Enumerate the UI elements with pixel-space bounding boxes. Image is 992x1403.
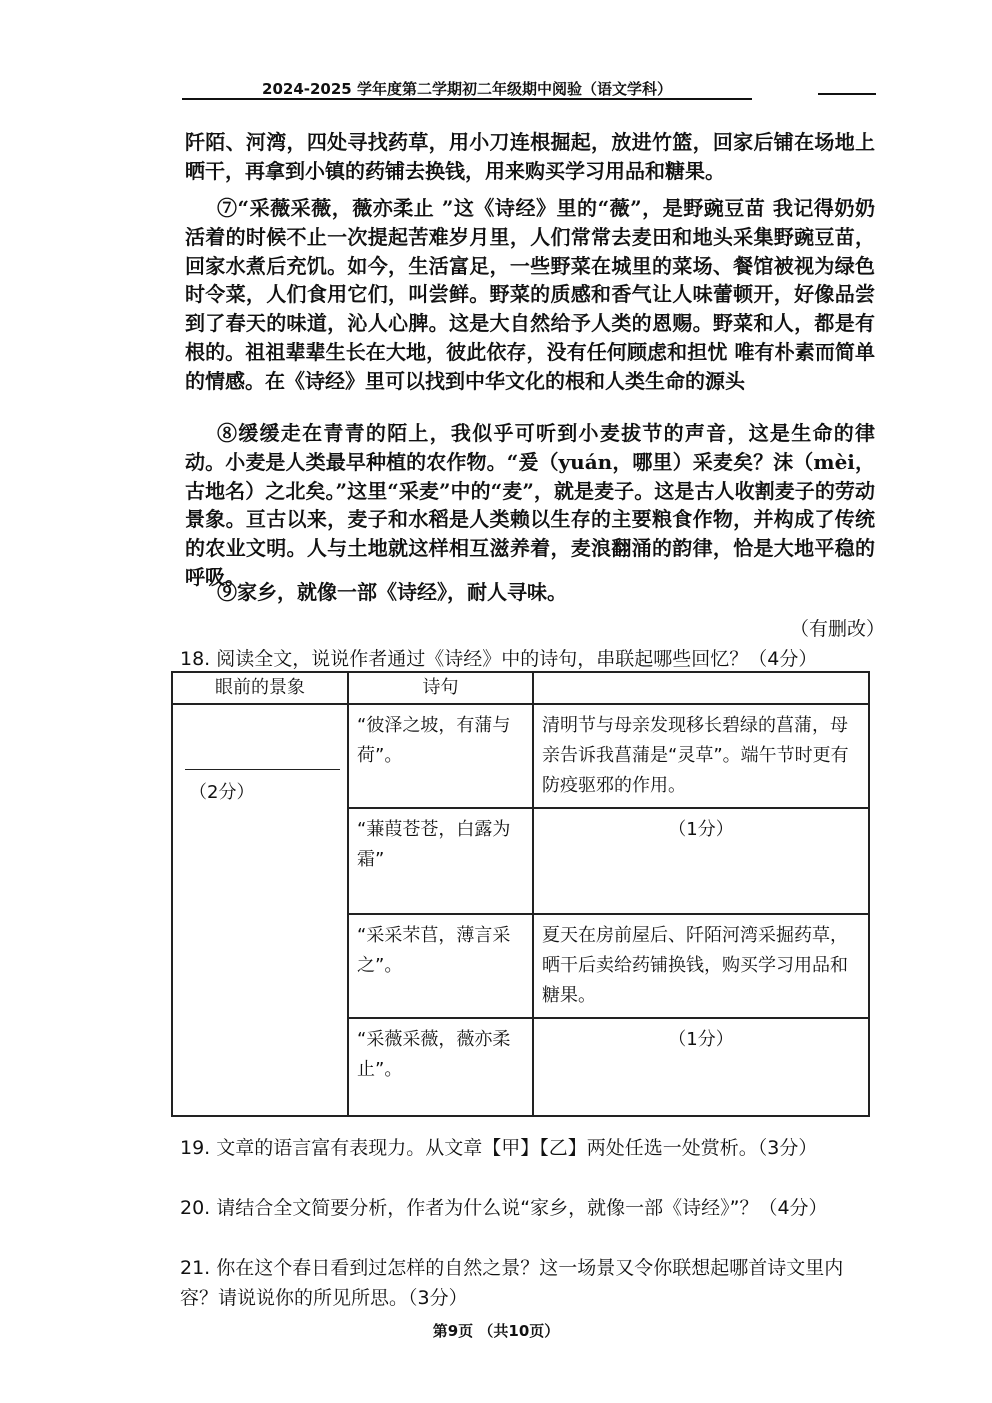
memory-cell: （1分） [533, 1018, 869, 1116]
header-dash [818, 93, 876, 95]
question-20: 20. 请结合全文简要分析，作者为什么说“家乡，就像一部《诗经》”？（4分） [180, 1197, 828, 1219]
header-memory [533, 672, 869, 704]
memory-cell: （1分） [533, 808, 869, 914]
answer-blank-line [185, 705, 340, 770]
question-19: 19. 文章的语言富有表现力。从文章【甲】【乙】两处任选一处赏析。（3分） [180, 1137, 818, 1159]
question-18-table [171, 671, 870, 1117]
paragraph-9: ⑨家乡，就像一部《诗经》，耐人寻味。 [217, 580, 567, 604]
poem-cell: “采采芣苢，薄言采之”。 [348, 914, 533, 1018]
page-header-title: 2024-2025 学年度第二学期初二年级期中阅验（语文学科） [262, 80, 672, 98]
scene-cell [172, 704, 348, 1116]
header-scene: 眼前的景象 [172, 672, 348, 704]
edit-note: （有删改） [790, 618, 886, 640]
poem-cell: “彼泽之坡，有蒲与荷”。 [348, 704, 533, 808]
page-footer: 第9页 （共10页） [432, 1322, 560, 1340]
poem-cell: “采薇采薇，薇亦柔止”。 [348, 1018, 533, 1116]
paragraph-8: ⑧缓缓走在青青的陌上，我似乎可听到小麦拔节的声音，这是生命的律动。小麦是人类最早种植的农作物。“爰（yuán，哪里）采麦矣？沫（mèi，古地名）之北矣。”这里“采麦”中的“麦”，就是麦子。这是古人收割麦子的劳动景象。亘古以来，麦子和水稻是人类赖以生存的主要粮食作物，并构成了传统的农业文明。人与土地就这样相互滋养着，麦浪翻涌的韵律，恰是大地平稳的呼吸。 [185, 421, 875, 589]
table-row [172, 704, 869, 808]
header-poem: 诗句 [348, 672, 533, 704]
table-header-row [172, 672, 869, 704]
memory-cell: 夏天在房前屋后、阡陌河湾采掘药草，晒干后卖给药铺换钱，购买学习用品和糖果。 [533, 914, 869, 1018]
header-rule [182, 98, 752, 100]
question-18: 18. 阅读全文，说说作者通过《诗经》中的诗句，串联起哪些回忆？（4分） [180, 648, 818, 670]
scene-score: （2分） [189, 782, 255, 803]
question-21: 21. 你在这个春日看到过怎样的自然之景？这一场景又令你联想起哪首诗文里内容？请说说你的所见所思。（3分） [180, 1257, 844, 1309]
paragraph-continued: 阡陌、河湾，四处寻找药草，用小刀连根掘起，放进竹篮，回家后铺在场地上晒干，再拿到小镇的药铺去换钱，用来购买学习用品和糖果。 [185, 130, 875, 183]
poem-cell: “蒹葭苍苍，白露为霜” [348, 808, 533, 914]
memory-cell: 清明节与母亲发现移长碧绿的菖蒲，母亲告诉我菖蒲是“灵草”。端午节时更有防疫驱邪的作用。 [533, 704, 869, 808]
paragraph-7: ⑦“采薇采薇，薇亦柔止 ”这《诗经》里的“薇”，是野豌豆苗 我记得奶奶活着的时候不止一次提起苦难岁月里，人们常常去麦田和地头采集野豌豆苗，回家水煮后充饥。如今，生活富足，一些野菜在城里的菜场、餐馆被视为绿色时令菜，人们食用它们，叫尝鲜。野菜的质感和香气让人味蕾顿开，好像品尝到了春天的味道，沁人心脾。这是大自然给予人类的恩赐。野菜和人，都是有根的。祖祖辈辈生长在大地，彼此依存，没有任何顾虑和担忧 唯有朴素而简单的情感。在《诗经》里可以找到中华文化的根和人类生命的源头 [185, 196, 875, 393]
